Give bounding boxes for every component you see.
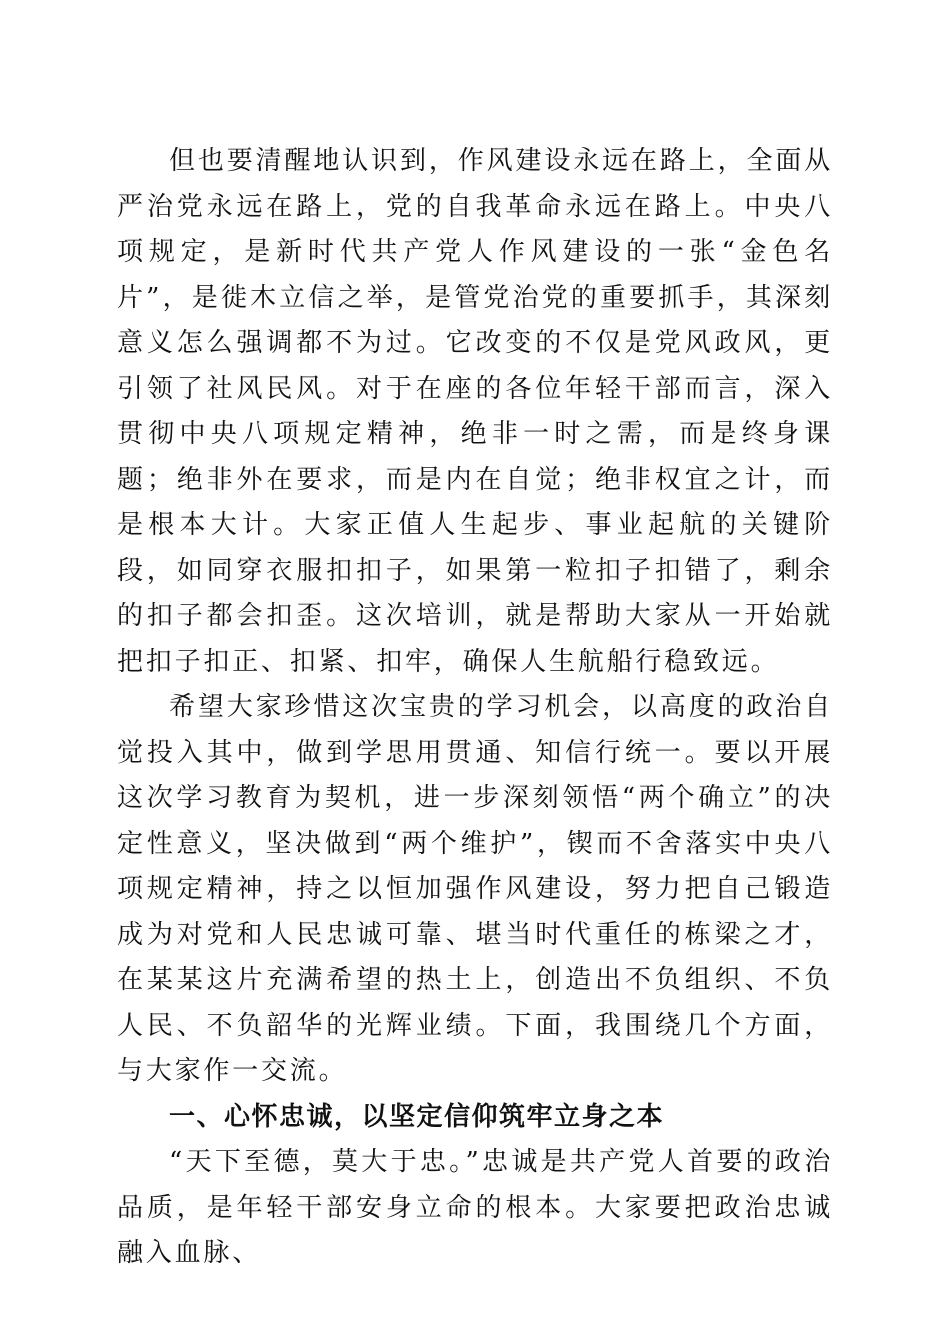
section-heading: 一、心怀忠诚，以坚定信仰筑牢立身之本	[169, 1101, 665, 1132]
document-body	[117, 139, 833, 1277]
body-paragraph-3: “天下至德，莫大于忠。”忠诚是共产党人首要的政治品质，是年轻干部安身立命的根本。大家要把政治忠诚融入血脉、	[117, 1147, 833, 1268]
body-paragraph-2: 希望大家珍惜这次宝贵的学习机会，以高度的政治自觉投入其中，做到学思用贯通、知信行统一。要以开展这次学习教育为契机，进一步深刻领悟“两个确立”的决定性意义，坚决做到“两个维护”，锲而不舍落实中央八项规定精神，持之以恒加强作风建设，努力把自己锻造成为对党和人民忠诚可靠、堪当时代重任的栋梁之才，在某某这片充满希望的热土上，创造出不负组织、不负人民、不负韶华的光辉业绩。下面，我围绕几个方面，与大家作一交流。	[117, 692, 833, 1086]
body-paragraph-1: 但也要清醒地认识到，作风建设永远在路上，全面从严治党永远在路上，党的自我革命永远在路上。中央八项规定，是新时代共产党人作风建设的一张“金色名片”，是徙木立信之举，是管党治党的重要抓手，其深刻意义怎么强调都不为过。它改变的不仅是党风政风，更引领了社风民风。对于在座的各位年轻干部而言，深入贯彻中央八项规定精神，绝非一时之需，而是终身课题；绝非外在要求，而是内在自觉；绝非权宜之计，而是根本大计。大家正值人生起步、事业起航的关键阶段，如同穿衣服扣扣子，如果第一粒扣子扣错了，剩余的扣子都会扣歪。这次培训，就是帮助大家从一开始就把扣子扣正、扣紧、扣牢，确保人生航船行稳致远。	[117, 146, 833, 677]
